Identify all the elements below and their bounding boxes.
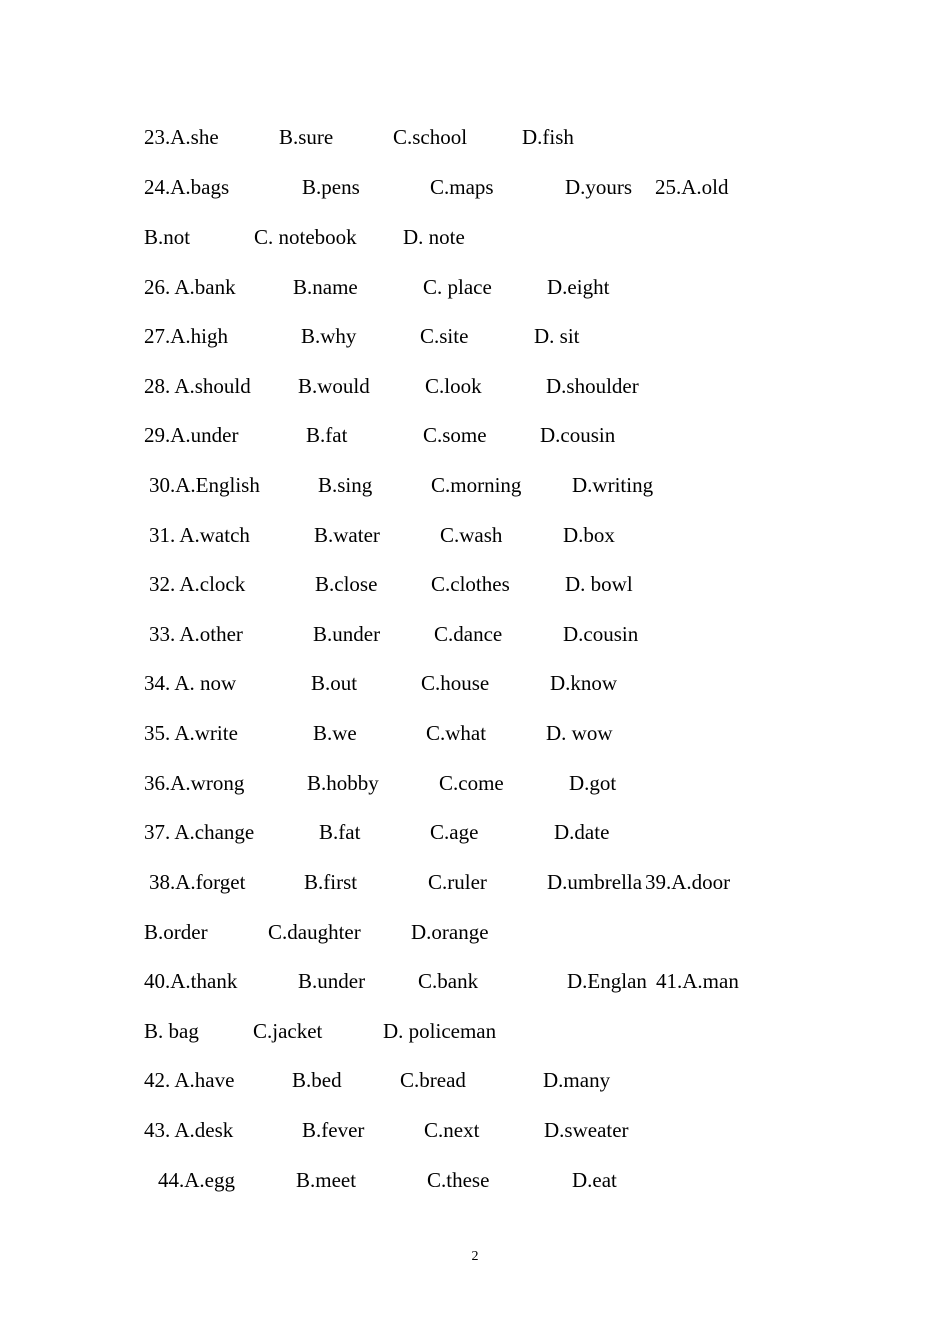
option-38-b: B.first	[304, 870, 358, 894]
option-34-d: D.know	[550, 671, 618, 695]
question-line-23	[0, 122, 950, 152]
option-23-a: 23.A.she	[144, 125, 219, 149]
option-32-c: C.clothes	[431, 572, 510, 596]
option-25-d: D. note	[403, 225, 465, 249]
question-line-24	[0, 172, 950, 202]
option-33-c: C.dance	[434, 622, 503, 646]
question-line-34	[0, 668, 950, 698]
question-line-29	[0, 420, 950, 450]
option-34-b: B.out	[311, 671, 358, 695]
option-40-d: D.Englan	[567, 969, 647, 993]
option-35-b: B.we	[313, 721, 357, 745]
option-38-c: C.ruler	[428, 870, 487, 894]
option-43-c: C.next	[424, 1118, 480, 1142]
question-line-26	[0, 272, 950, 302]
option-29-d: D.cousin	[540, 423, 616, 447]
option-44-a: 44.A.egg	[158, 1168, 235, 1192]
question-line-44	[0, 1165, 950, 1195]
option-25-a: 25.A.old	[655, 175, 729, 199]
question-line-33	[0, 619, 950, 649]
question-line-38	[0, 867, 950, 897]
option-31-b: B.water	[314, 523, 380, 547]
option-27-c: C.site	[420, 324, 469, 348]
option-42-c: C.bread	[400, 1068, 466, 1092]
option-37-d: D.date	[554, 820, 610, 844]
question-line-31	[0, 520, 950, 550]
option-32-d: D. bowl	[565, 572, 633, 596]
option-41-d: D. policeman	[383, 1019, 497, 1043]
option-39-c: C.daughter	[268, 920, 361, 944]
option-40-a: 40.A.thank	[144, 969, 238, 993]
question-line-40	[0, 966, 950, 996]
option-31-c: C.wash	[440, 523, 503, 547]
option-31-d: D.box	[563, 523, 615, 547]
option-43-a: 43. A.desk	[144, 1118, 234, 1142]
option-28-c: C.look	[425, 374, 482, 398]
option-35-c: C.what	[426, 721, 487, 745]
option-30-b: B.sing	[318, 473, 373, 497]
option-39-d: D.orange	[411, 920, 489, 944]
option-35-a: 35. A.write	[144, 721, 238, 745]
option-34-a: 34. A. now	[144, 671, 237, 695]
option-27-d: D. sit	[534, 324, 580, 348]
option-33-a: 33. A.other	[149, 622, 243, 646]
option-24-d: D.yours	[565, 175, 633, 199]
option-26-c: C. place	[423, 275, 492, 299]
option-23-c: C.school	[393, 125, 468, 149]
option-43-d: D.sweater	[544, 1118, 629, 1142]
question-line-25-cont	[0, 222, 950, 252]
page-number: 2	[471, 1249, 479, 1264]
option-29-a: 29.A.under	[144, 423, 239, 447]
option-25-c: C. notebook	[254, 225, 357, 249]
option-32-a: 32. A.clock	[149, 572, 246, 596]
option-23-b: B.sure	[279, 125, 334, 149]
option-29-b: B.fat	[306, 423, 348, 447]
option-39-a: 39.A.door	[645, 870, 731, 894]
option-33-d: D.cousin	[563, 622, 639, 646]
question-line-32	[0, 569, 950, 599]
option-44-d: D.eat	[572, 1168, 617, 1192]
option-26-d: D.eight	[547, 275, 610, 299]
option-27-b: B.why	[301, 324, 357, 348]
option-41-c: C.jacket	[253, 1019, 323, 1043]
option-29-c: C.some	[423, 423, 487, 447]
option-44-b: B.meet	[296, 1168, 357, 1192]
option-31-a: 31. A.watch	[149, 523, 250, 547]
option-24-b: B.pens	[302, 175, 360, 199]
option-28-a: 28. A.should	[144, 374, 251, 398]
option-27-a: 27.A.high	[144, 324, 228, 348]
option-28-b: B.would	[298, 374, 370, 398]
option-37-a: 37. A.change	[144, 820, 255, 844]
option-37-b: B.fat	[319, 820, 361, 844]
option-41-b: B. bag	[144, 1019, 199, 1043]
question-line-43	[0, 1115, 950, 1145]
option-26-b: B.name	[293, 275, 358, 299]
question-line-37	[0, 817, 950, 847]
option-42-d: D.many	[543, 1068, 611, 1092]
question-line-36	[0, 768, 950, 798]
question-line-41-cont	[0, 1016, 950, 1046]
question-line-42	[0, 1065, 950, 1095]
option-24-a: 24.A.bags	[144, 175, 230, 199]
option-23-d: D.fish	[522, 125, 574, 149]
option-35-d: D. wow	[546, 721, 613, 745]
option-40-c: C.bank	[418, 969, 479, 993]
option-28-d: D.shoulder	[546, 374, 639, 398]
option-43-b: B.fever	[302, 1118, 365, 1142]
option-30-c: C.morning	[431, 473, 522, 497]
option-30-a: 30.A.English	[149, 473, 260, 497]
option-30-d: D.writing	[572, 473, 654, 497]
option-42-a: 42. A.have	[144, 1068, 235, 1092]
option-39-b: B.order	[144, 920, 208, 944]
option-44-c: C.these	[427, 1168, 490, 1192]
option-41-a: 41.A.man	[656, 969, 739, 993]
question-line-27	[0, 321, 950, 351]
option-32-b: B.close	[315, 572, 378, 596]
option-25-b: B.not	[144, 225, 191, 249]
option-33-b: B.under	[313, 622, 381, 646]
option-26-a: 26. A.bank	[144, 275, 236, 299]
option-37-c: C.age	[430, 820, 479, 844]
option-36-c: C.come	[439, 771, 504, 795]
option-40-b: B.under	[298, 969, 366, 993]
option-36-a: 36.A.wrong	[144, 771, 245, 795]
option-36-d: D.got	[569, 771, 617, 795]
question-line-30	[0, 470, 950, 500]
question-line-28	[0, 371, 950, 401]
question-line-35	[0, 718, 950, 748]
question-line-39-cont	[0, 917, 950, 947]
option-42-b: B.bed	[292, 1068, 342, 1092]
option-24-c: C.maps	[430, 175, 494, 199]
option-36-b: B.hobby	[307, 771, 379, 795]
option-38-d: D.umbrella	[547, 870, 643, 894]
option-34-c: C.house	[421, 671, 490, 695]
option-38-a: 38.A.forget	[149, 870, 246, 894]
